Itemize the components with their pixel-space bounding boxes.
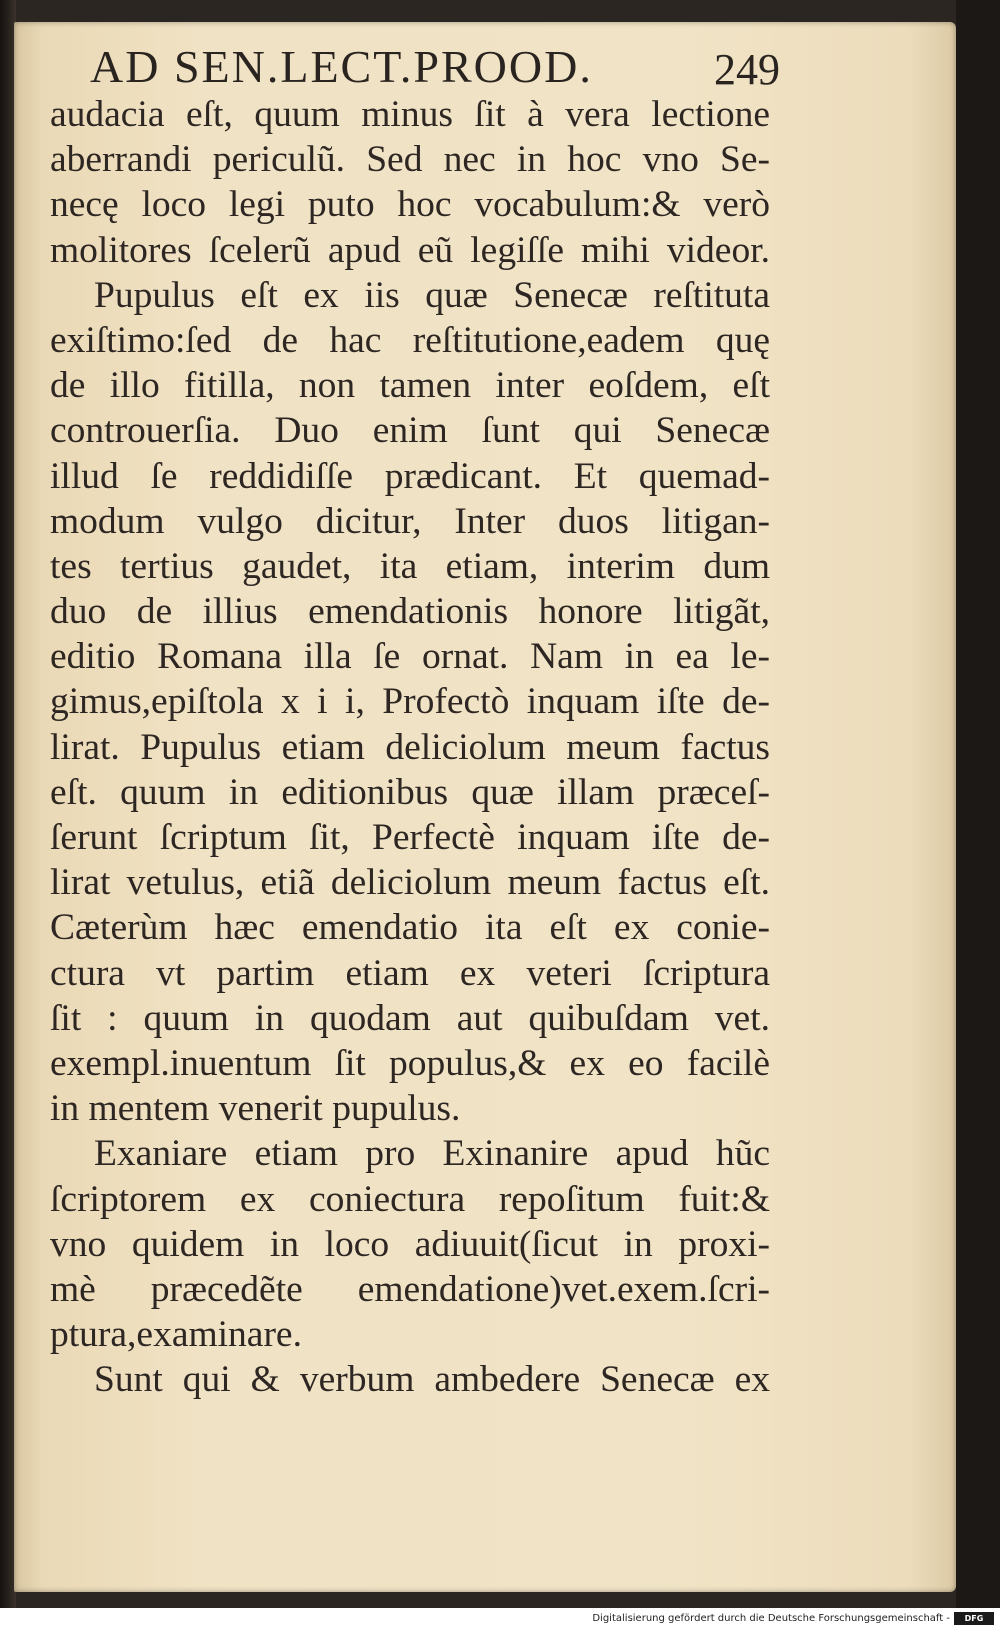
text-line: duo de illius emendationis honore litigãt, [50,591,770,633]
text-line: eſt. quum in editionibus quæ illam præceſ- [50,771,770,813]
text-line: exempl.inuentum ſit populus,& ex eo facilè [50,1042,770,1084]
text-line: Sunt qui & verbum ambedere Senecæ ex [94,1359,770,1401]
text-line: Pupulus eſt ex iis quæ Senecæ reſtituta [94,274,770,316]
text-line: modum vulgo dicitur, Inter duos litigan- [50,500,770,542]
scan-margin-right [956,0,1000,1608]
page-body [50,92,770,1402]
text-line: in mentem venerit pupulus. [50,1088,461,1130]
text-line: illud ſe reddidiſſe prædicant. Et quemad- [50,455,770,497]
text-line: ſcriptorem ex coniectura repoſitum fuit:& [50,1178,770,1220]
dfg-logo: DFG [954,1612,994,1625]
text-line: molitores ſcelerũ apud eũ legiſſe mihi videor. [50,229,770,271]
text-line: audacia eſt, quum minus ſit à vera lectione [50,94,770,135]
text-line: aberrandi periculũ. Sed nec in hoc vno Se- [50,139,770,181]
text-line: ſit : quum in quodam aut quibuſdam vet. [50,997,770,1039]
text-line: Exaniare etiam pro Exinanire apud hũc [94,1133,770,1175]
running-header [90,40,780,93]
text-line: Cæterùm hæc emendatio ita eſt ex conie- [50,907,770,949]
text-line: necę loco legi puto hoc vocabulum:& verò [50,184,770,226]
text-line: ctura vt partim etiam ex veteri ſcriptura [50,952,770,994]
text-line: controuerſia. Duo enim ſunt qui Senecæ [50,410,770,452]
page-number: 249 [714,45,780,94]
text-line: de illo fitilla, non tamen inter eoſdem, eſt [50,365,770,407]
running-title: AD SEN.LECT.PROOD. [90,41,593,92]
text-line: lirat vetulus, etiã deliciolum meum factus eſt. [50,862,770,904]
footer-bar [0,1608,1000,1630]
text-line: ptura,examinare. [50,1314,302,1356]
text-line: vno quidem in loco adiuuit(ſicut in proxi- [50,1223,770,1265]
text-line: tes tertius gaudet, ita etiam, interim dum [50,545,770,587]
text-line: mè præcedẽte emendatione)vet.exem.ſcri- [50,1268,770,1310]
text-line: ſerunt ſcriptum ſit, Perfectè inquam iſte de- [50,817,770,858]
funding-credit: Digitalisierung gefördert durch die Deutsche Forschungsgemeinschaft - [592,1613,950,1624]
text-line: exiſtimo:ſed de hac reſtitutione,eadem quę [50,319,770,361]
text-line: lirat. Pupulus etiam deliciolum meum factus [50,726,770,768]
text-line: gimus,epiſtola x i i, Profectò inquam iſte de- [50,681,770,723]
text-line: editio Romana illa ſe ornat. Nam in ea le- [50,636,770,678]
